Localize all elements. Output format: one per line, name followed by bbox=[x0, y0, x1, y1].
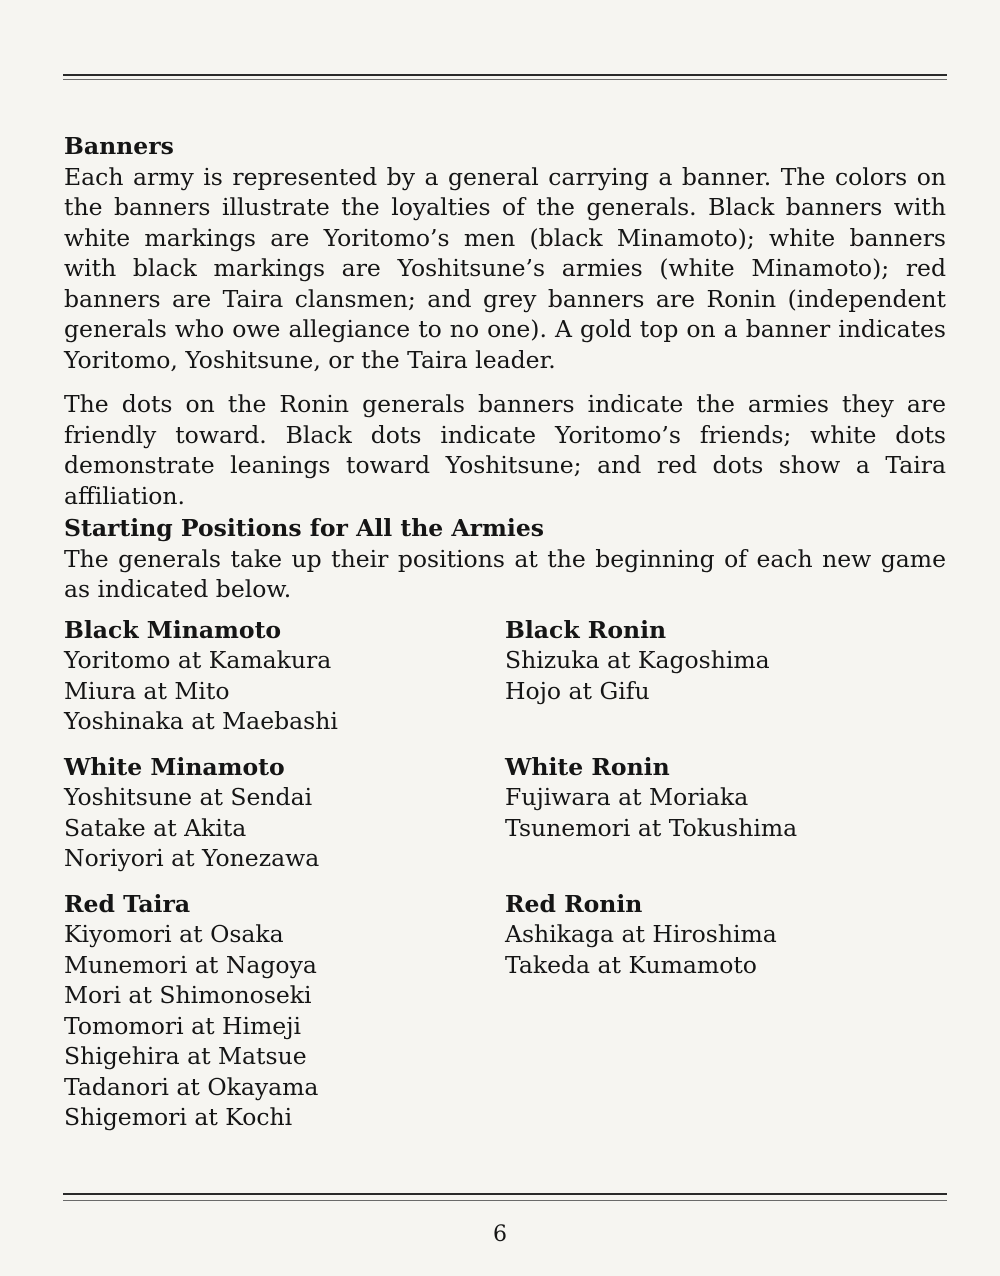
positions-columns bbox=[64, 615, 946, 1148]
position-line: Noriyori at Yonezawa bbox=[64, 844, 320, 872]
position-line: Takeda at Kumamoto bbox=[505, 950, 757, 979]
position-line: Hojo at Gifu bbox=[505, 676, 650, 705]
bottom-rule-thin bbox=[63, 1200, 947, 1201]
position-line: Shigemori at Kochi bbox=[64, 1103, 293, 1131]
position-line: Mori at Shimonoseki bbox=[64, 981, 312, 1009]
group-title: White Minamoto bbox=[64, 752, 285, 781]
starting-positions-paragraph: The generals take up their positions at the beginning of each new game as indicated below. bbox=[64, 544, 946, 603]
position-line: Shigehira at Matsue bbox=[64, 1042, 307, 1070]
position-line: Yoshinaka at Maebashi bbox=[64, 707, 338, 735]
position-line: Fujiwara at Moriaka bbox=[505, 783, 749, 811]
page-number: 6 bbox=[493, 1222, 507, 1247]
group-white-minamoto bbox=[64, 752, 505, 874]
top-rule-thin bbox=[63, 79, 947, 80]
positions-left-column bbox=[64, 615, 505, 1148]
group-black-ronin bbox=[505, 615, 946, 737]
group-title: Black Ronin bbox=[505, 615, 667, 644]
position-line: Tadanori at Okayama bbox=[64, 1072, 319, 1101]
group-red-ronin bbox=[505, 889, 946, 981]
positions-right-column bbox=[505, 615, 946, 1148]
position-line: Tsunemori at Tokushima bbox=[505, 813, 798, 842]
group-title: Black Minamoto bbox=[64, 615, 282, 644]
group-title: Red Ronin bbox=[505, 889, 643, 918]
starting-positions-heading: Starting Positions for All the Armies bbox=[64, 514, 545, 542]
top-rule bbox=[63, 74, 947, 76]
position-line: Kiyomori at Osaka bbox=[64, 920, 284, 948]
position-line: Tomomori at Himeji bbox=[64, 1011, 302, 1040]
group-red-taira bbox=[64, 889, 505, 1133]
group-title: White Ronin bbox=[505, 752, 670, 781]
position-line: Shizuka at Kagoshima bbox=[505, 646, 770, 674]
group-title: Red Taira bbox=[64, 889, 191, 918]
position-line: Yoshitsune at Sendai bbox=[64, 783, 313, 811]
position-line: Yoritomo at Kamakura bbox=[64, 646, 332, 674]
banners-paragraph-2: The dots on the Ronin generals banners indicate the armies they are friendly toward. Black dots indicate Yoritomo’s friends; white dots demonstrate leanings toward Yoshitsune; and red dots show a Taira affiliation. bbox=[64, 390, 946, 510]
banners-paragraph-1: Each army is represented by a general carrying a banner. The colors on the banners illustrate the loyalties of the generals. Black banners with white markings are Yoritomo’s men (black Minamoto); white banners with black markings are Yoshitsune’s armies (white Minamoto); red banners are Taira clansmen; and grey banners are Ronin (independent generals who owe allegiance to no one). A gold top on a banner indicates Yoritomo, Yoshitsune, or the Taira leader. bbox=[64, 162, 946, 374]
group-white-ronin bbox=[505, 752, 946, 874]
page-content bbox=[64, 131, 946, 1148]
banners-heading: Banners bbox=[64, 132, 174, 160]
position-line: Ashikaga at Hiroshima bbox=[505, 920, 777, 948]
bottom-rule bbox=[63, 1193, 947, 1195]
position-line: Munemori at Nagoya bbox=[64, 950, 317, 979]
position-line: Satake at Akita bbox=[64, 813, 247, 842]
group-black-minamoto bbox=[64, 615, 505, 737]
position-line: Miura at Mito bbox=[64, 676, 230, 705]
